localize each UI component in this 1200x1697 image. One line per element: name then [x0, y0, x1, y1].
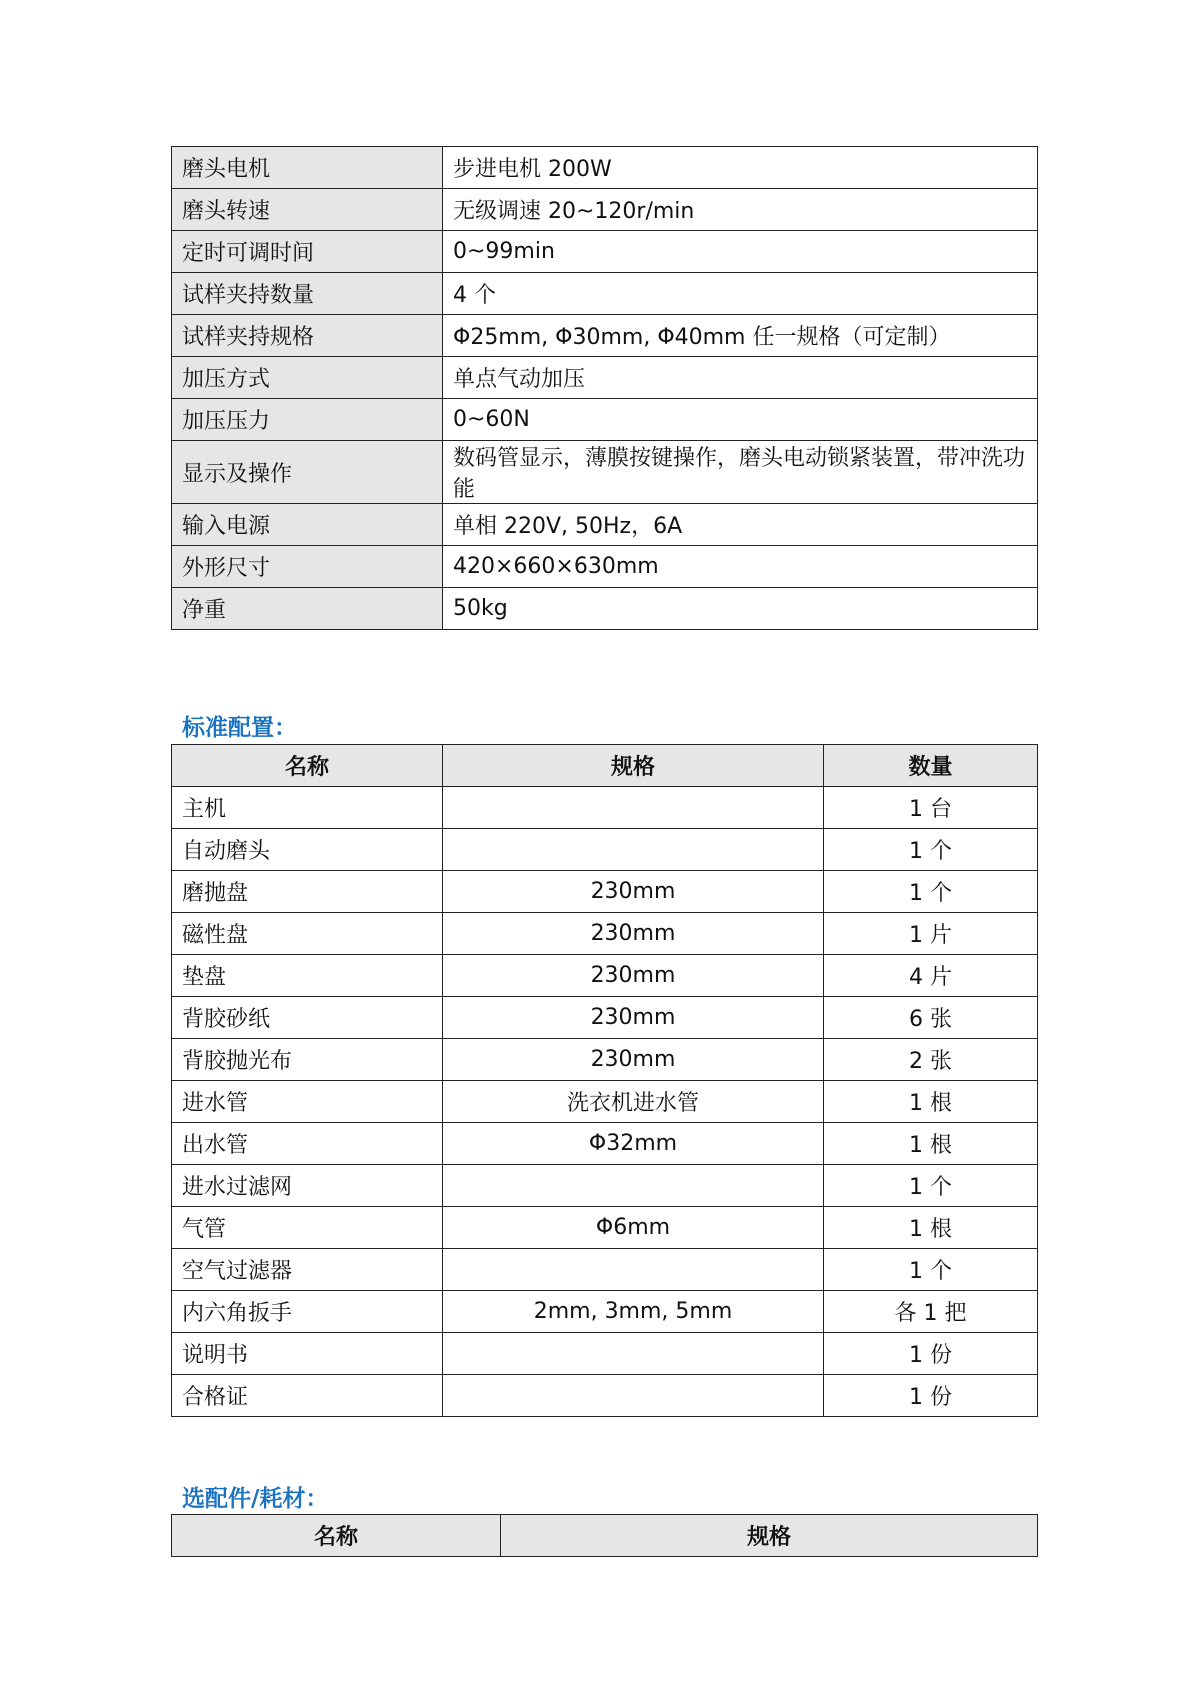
table-row: [172, 1165, 1038, 1207]
table-row: [172, 1039, 1038, 1081]
spec-label: 磨头电机: [172, 147, 443, 189]
spec-label: 试样夹持数量: [172, 273, 443, 315]
item-spec: [443, 1249, 824, 1291]
spec-value: 单相 220V, 50Hz，6A: [443, 504, 1038, 546]
item-spec: 洗衣机进水管: [443, 1081, 824, 1123]
spec-label: 显示及操作: [172, 441, 443, 504]
item-spec: 230mm: [443, 913, 824, 955]
item-name: 气管: [172, 1207, 443, 1249]
spec-value: 0~60N: [443, 399, 1038, 441]
spec-value: 4 个: [443, 273, 1038, 315]
item-name: 合格证: [172, 1375, 443, 1417]
item-quantity: 1 根: [824, 1081, 1038, 1123]
item-spec: [443, 1375, 824, 1417]
spec-row: [172, 273, 1038, 315]
column-header-spec: 规格: [443, 745, 824, 787]
item-name: 说明书: [172, 1333, 443, 1375]
spec-label: 外形尺寸: [172, 546, 443, 588]
spec-row: [172, 399, 1038, 441]
item-spec: 230mm: [443, 955, 824, 997]
item-name: 主机: [172, 787, 443, 829]
spec-value: 420×660×630mm: [443, 546, 1038, 588]
spec-label: 定时可调时间: [172, 231, 443, 273]
item-quantity: 6 张: [824, 997, 1038, 1039]
item-quantity: 2 张: [824, 1039, 1038, 1081]
item-name: 进水管: [172, 1081, 443, 1123]
spec-value: 数码管显示，薄膜按键操作，磨头电动锁紧装置，带冲洗功能: [443, 441, 1038, 504]
spec-value: 50kg: [443, 588, 1038, 630]
spec-row: [172, 588, 1038, 630]
table-row: [172, 1333, 1038, 1375]
item-name: 进水过滤网: [172, 1165, 443, 1207]
table-row: [172, 1291, 1038, 1333]
table-row: [172, 913, 1038, 955]
item-spec: [443, 829, 824, 871]
item-quantity: 1 份: [824, 1333, 1038, 1375]
standard-config-table: [171, 744, 1038, 1417]
item-quantity: 1 个: [824, 829, 1038, 871]
table-row: [172, 1123, 1038, 1165]
item-name: 垫盘: [172, 955, 443, 997]
standard-config-heading: 标准配置：: [182, 715, 297, 741]
item-quantity: 1 个: [824, 1249, 1038, 1291]
spec-label: 加压方式: [172, 357, 443, 399]
item-spec: [443, 787, 824, 829]
spec-value: Φ25mm, Φ30mm, Φ40mm 任一规格（可定制）: [443, 315, 1038, 357]
item-name: 磨抛盘: [172, 871, 443, 913]
item-spec: Φ6mm: [443, 1207, 824, 1249]
spec-label: 输入电源: [172, 504, 443, 546]
spec-row: [172, 147, 1038, 189]
item-name: 出水管: [172, 1123, 443, 1165]
spec-value: 单点气动加压: [443, 357, 1038, 399]
column-header-quantity: 数量: [824, 745, 1038, 787]
table-row: [172, 829, 1038, 871]
spec-row: [172, 231, 1038, 273]
spec-label: 加压压力: [172, 399, 443, 441]
spec-label: 磨头转速: [172, 189, 443, 231]
item-spec: 2mm, 3mm, 5mm: [443, 1291, 824, 1333]
table-row: [172, 955, 1038, 997]
item-quantity: 4 片: [824, 955, 1038, 997]
table-row: [172, 1249, 1038, 1291]
item-spec: [443, 1333, 824, 1375]
item-quantity: 1 片: [824, 913, 1038, 955]
item-spec: [443, 1165, 824, 1207]
spec-value: 步进电机 200W: [443, 147, 1038, 189]
item-name: 背胶砂纸: [172, 997, 443, 1039]
item-quantity: 各 1 把: [824, 1291, 1038, 1333]
spec-label: 试样夹持规格: [172, 315, 443, 357]
item-name: 空气过滤器: [172, 1249, 443, 1291]
column-header-name: 名称: [172, 1515, 501, 1557]
item-name: 自动磨头: [172, 829, 443, 871]
item-quantity: 1 个: [824, 1165, 1038, 1207]
item-quantity: 1 根: [824, 1123, 1038, 1165]
item-quantity: 1 台: [824, 787, 1038, 829]
item-quantity: 1 份: [824, 1375, 1038, 1417]
spec-label: 净重: [172, 588, 443, 630]
spec-row: [172, 357, 1038, 399]
item-name: 磁性盘: [172, 913, 443, 955]
table-row: [172, 1081, 1038, 1123]
item-name: 内六角扳手: [172, 1291, 443, 1333]
spec-row: [172, 546, 1038, 588]
item-quantity: 1 根: [824, 1207, 1038, 1249]
optional-accessories-table: [171, 1514, 1038, 1557]
table-row: [172, 1375, 1038, 1417]
spec-row: [172, 189, 1038, 231]
table-row: [172, 871, 1038, 913]
spec-value: 0~99min: [443, 231, 1038, 273]
table-row: [172, 787, 1038, 829]
spec-table: [171, 146, 1038, 630]
item-quantity: 1 个: [824, 871, 1038, 913]
item-spec: Φ32mm: [443, 1123, 824, 1165]
item-spec: 230mm: [443, 997, 824, 1039]
spec-row: [172, 315, 1038, 357]
item-name: 背胶抛光布: [172, 1039, 443, 1081]
table-row: [172, 1207, 1038, 1249]
spec-row: [172, 441, 1038, 504]
column-header-spec: 规格: [501, 1515, 1038, 1557]
optional-accessories-heading: 选配件/耗材：: [182, 1486, 329, 1512]
item-spec: 230mm: [443, 1039, 824, 1081]
item-spec: 230mm: [443, 871, 824, 913]
spec-value: 无级调速 20~120r/min: [443, 189, 1038, 231]
spec-row: [172, 504, 1038, 546]
column-header-name: 名称: [172, 745, 443, 787]
table-row: [172, 997, 1038, 1039]
